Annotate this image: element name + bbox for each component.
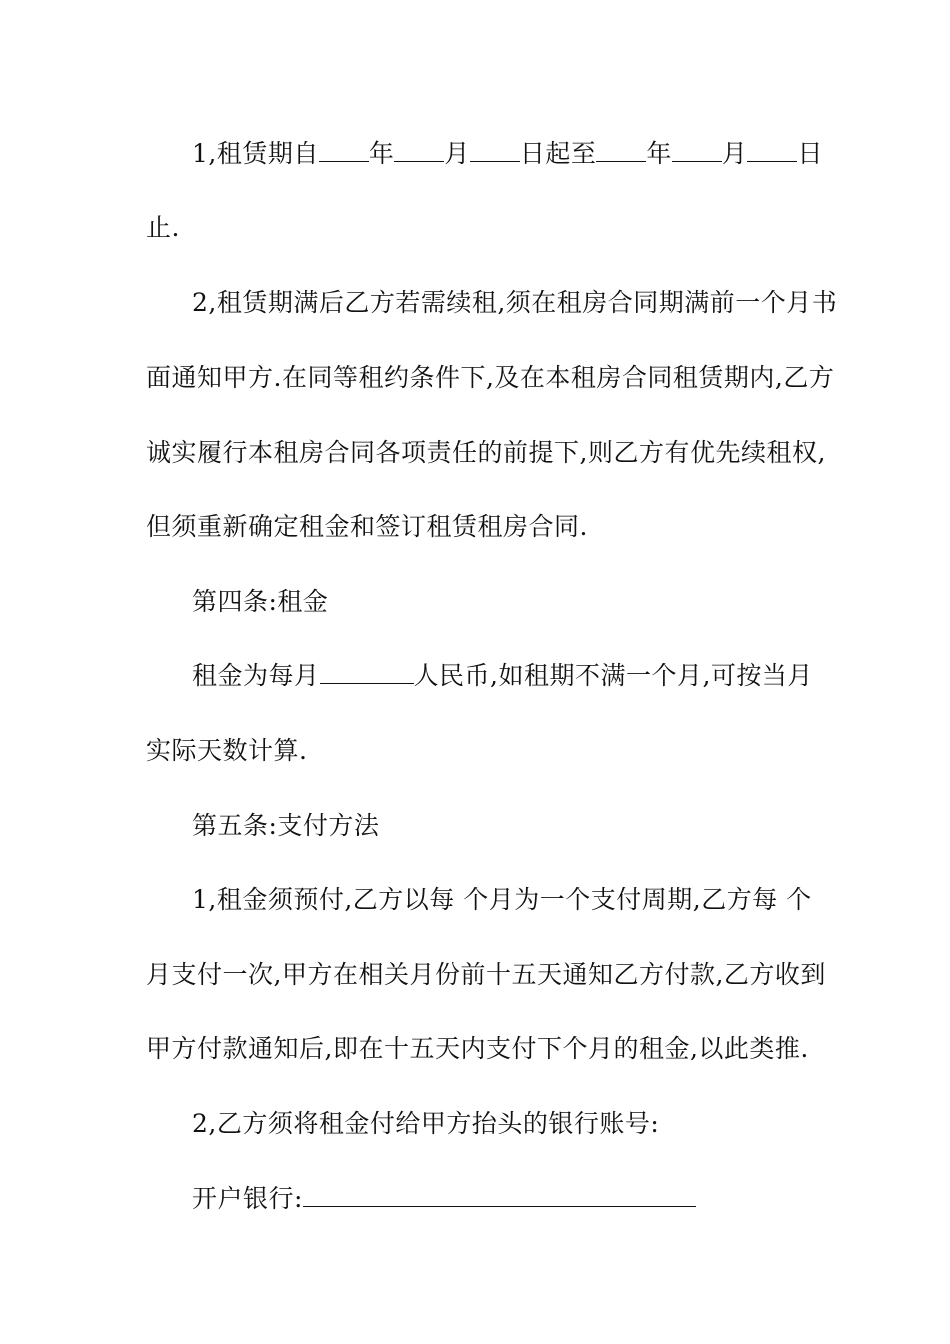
rent-line-1 [192, 660, 816, 692]
renewal-line-3: 诚实履行本租房合同各项责任的前提下,则乙方有优先续租权, [146, 438, 826, 467]
bank-label: 开户银行: [192, 1184, 303, 1213]
blank-end-month [672, 139, 722, 162]
article-4-title: 第四条:租金 [192, 587, 329, 616]
rent-prefix: 租金为每月 [192, 661, 320, 690]
label-month-end: 月 [721, 139, 748, 168]
rent-line-2: 实际天数计算. [146, 736, 308, 765]
blank-start-month [394, 139, 444, 162]
article-5-title: 第五条:支付方法 [192, 811, 380, 840]
payment-line-1: 1,租金须预付,乙方以每 个月为一个支付周期,乙方每 个 [192, 885, 812, 914]
label-month-start: 月 [444, 139, 470, 168]
payment-line-3: 甲方付款通知后,即在十五天内支付下个月的租金,以此类推. [146, 1034, 809, 1063]
blank-bank-name [303, 1184, 696, 1207]
label-day-start: 日起至 [519, 139, 597, 168]
blank-start-day [470, 139, 520, 162]
blank-start-year [319, 139, 369, 162]
renewal-line-2: 面通知甲方.在同等租约条件下,及在本租房合同租赁期内,乙方 [146, 363, 835, 392]
rent-suffix: 人民币,如租期不满一个月,可按当月 [413, 661, 813, 690]
renewal-line-1: 2,租赁期满后乙方若需续租,须在租房合同期满前一个月书 [192, 288, 838, 317]
bank-line [192, 1183, 816, 1215]
renewal-line-4: 但须重新确定租金和签订租赁租房合同. [146, 512, 588, 541]
blank-rent-amount [320, 661, 414, 684]
blank-end-year [596, 139, 646, 162]
label-year-end: 年 [646, 139, 672, 168]
label-day-end: 日 [797, 139, 823, 168]
lease-term-prefix: 1,租赁期自 [192, 139, 319, 168]
label-year-start: 年 [368, 139, 395, 168]
bank-account-line: 2,乙方须将租金付给甲方抬头的银行账号: [192, 1109, 660, 1138]
payment-line-2: 月支付一次,甲方在相关月份前十五天通知乙方付款,乙方收到 [146, 960, 826, 989]
lease-term-line-2: 止. [146, 213, 180, 242]
blank-end-day [747, 139, 797, 162]
lease-term-line-1 [192, 138, 823, 170]
